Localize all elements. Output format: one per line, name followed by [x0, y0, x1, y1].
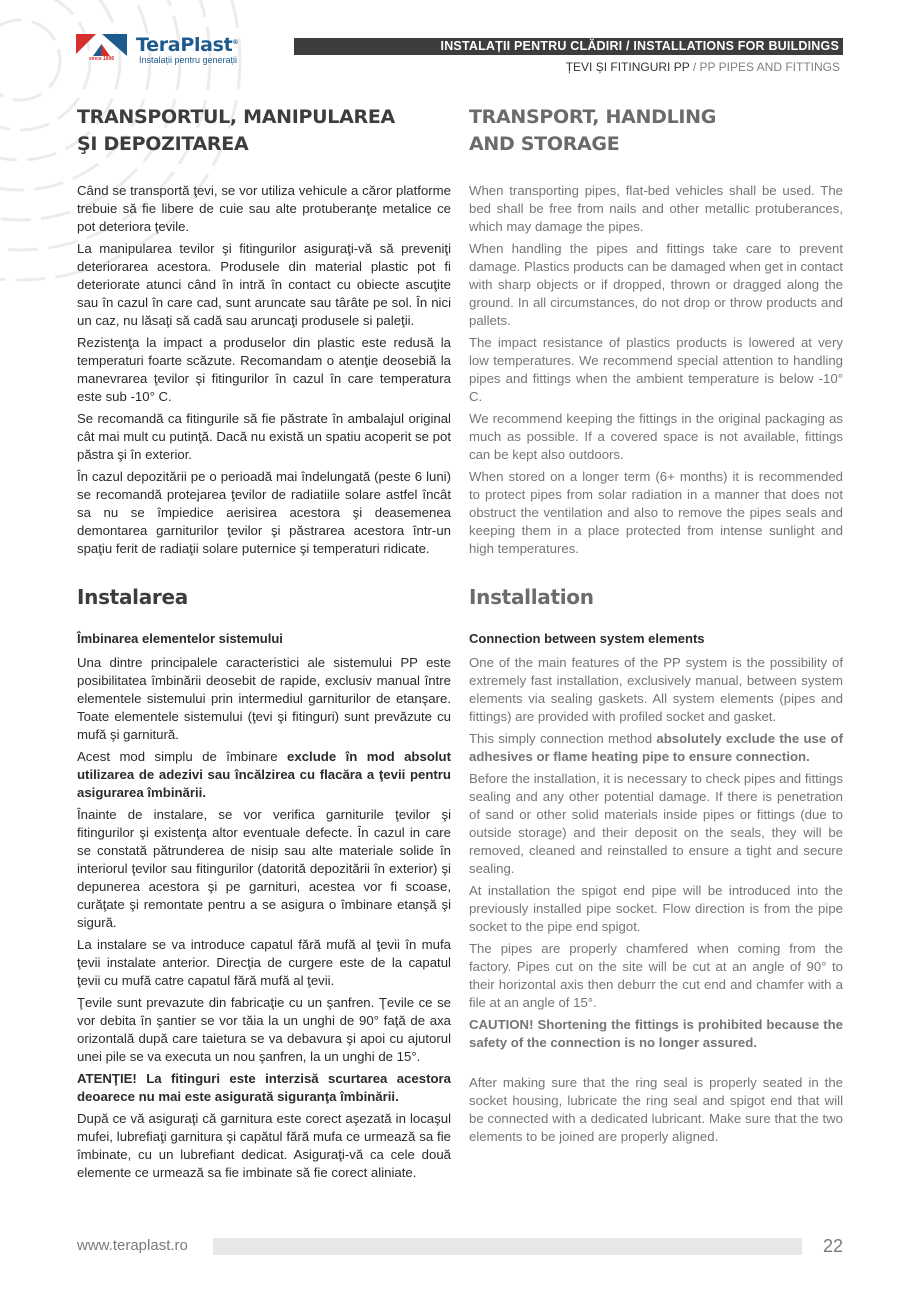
paragraph: At installation the spigot end pipe will be introduced into the previously installed pipe socket. Flow direction is from the pipe socket to the pipe end spigot.: [469, 883, 843, 934]
subsection-title: Îmbinarea elementelor sistemului: [77, 631, 283, 646]
paragraph: Before the installation, it is necessary to check pipes and fittings sealing and any other potential damage. If there is penetration of sand or other solid materials inside pipes or fittings (due to outside storage) and their deposit on the seals, they will be removed, cleaned and reinstalled to ensure a tight and secure sealing.: [469, 771, 843, 876]
paragraph: După ce vă asiguraţi că garnitura este corect aşezată in locaşul mufei, lubrefiaţi garnitura şi capătul fără mufa ce urmează sa fie îmbinate, cu un lubrefiant dedicat. Asiguraţi-vă ca cele două elemente ce urmează sa fie imbinate să fie corect aliniate.: [77, 1111, 451, 1180]
warning-paragraph: ATENŢIE! La fitinguri este interzisă scurtarea acestora deoarece nu mai este asigurată siguranţa îmbinării.: [77, 1071, 451, 1104]
teraplast-logo[interactable]: [76, 34, 238, 65]
section-title: TRANSPORTUL, MANIPULAREA ŞI DEPOZITAREA: [77, 106, 395, 155]
logo-roof-icon: [76, 34, 127, 64]
subsection-title: Connection between system elements: [469, 631, 705, 646]
paragraph: Ţevile sunt prevazute din fabricaţie cu un şanfren. Ţevile ce se vor debita în şantier se vor tăia la un unghi de 90° faţă de axa orizontală după care taietura se va debavura şi apoi cu ajutorul unei pile se va executa un nou şanfren, la un unghi de 15°.: [77, 995, 451, 1064]
paragraph: The pipes are properly chamfered when coming from the factory. Pipes cut on the site will be cut at an angle of 90° to their horizontal axis then deburr the cut end and chamfer with a file at an angle of 15°.: [469, 941, 843, 1010]
paragraph: After making sure that the ring seal is properly seated in the socket housing, lubricate the ring seal and spigot end that will be connected with a dedicated lubricant. Make sure that the two elements to be joined are properly aligned.: [469, 1075, 843, 1144]
paragraph: When stored on a longer term (6+ months) it is recommended to protect pipes from solar radiation in a manner that does not obstruct the ventilation and also to remove the pipes seals and keeping them in a place protected from intense sunlight and high temperatures.: [469, 469, 843, 556]
subcategory: ȚEVI ȘI FITINGURI PP / PP PIPES AND FITTINGS: [565, 60, 840, 74]
section-title: Instalarea: [77, 585, 188, 609]
category-bar: INSTALAȚII PENTRU CLĂDIRI / INSTALLATIONS FOR BUILDINGS: [294, 38, 843, 55]
website-link[interactable]: www.teraplast.ro: [77, 1237, 188, 1254]
paragraph: When handling the pipes and fittings take care to prevent damage. Plastics products can be damaged when get in contact with sharp objects or if dropped, thrown or dragged along the ground. In all circumstances, do not drop or throw products and pallets.: [469, 241, 843, 328]
brand-name: TeraPlast®: [136, 34, 239, 56]
paragraph: This simply connection method absolutely exclude the use of adhesives or flame heating pipe to ensure connection.: [469, 731, 843, 764]
paragraph: Când se transportă ţevi, se vor utiliza vehicule a căror platforme trebuie să fie libere de cuie sau alte protuberanţe metalice ce pot deteriora ţevile.: [77, 183, 451, 234]
paragraph: When transporting pipes, flat-bed vehicles shall be used. The bed shall be free from nails and other metallic protuberances, which may damage the pipes.: [469, 183, 843, 234]
subcategory-ro: ȚEVI ȘI FITINGURI PP: [565, 60, 690, 74]
paragraph: La instalare se va introduce capatul fără mufă al ţevii în mufa ţevii instalate anterior. Direcţia de curgere este de la capatul ţevii cu mufă catre capatul fără mufă al ţevii.: [77, 937, 451, 988]
paragraph: Rezistenţa la impact a produselor din plastic este redusă la temperaturi foarte scăzute. Recomandam o atenţie deosebiă la manevrarea ţevilor şi fitingurilor în cazul în care temperatura este sub -10° C.: [77, 335, 451, 404]
paragraph: The impact resistance of plastics products is lowered at very low temperatures. We recommend special attention to handling pipes and fittings when the ambient temperature is below -10° C.: [469, 335, 843, 404]
paragraph: We recommend keeping the fittings in the original packaging as much as possible. If a covered space is not available, fittings can be kept also outdoors.: [469, 411, 843, 462]
paragraph: La manipularea tevilor şi fitingurilor asiguraţi-vă să preveniţi deteriorarea acestora. Produsele din material plastic pot fi deteriorate atunci când în intră în contact cu obiecte ascuţite sau în cazul în care cad, sunt aruncate sau târâte pe sol. În nici un caz, nu lăsaţi să cadă sau aruncaţi produsele si paleţii.: [77, 241, 451, 328]
brand-tagline: Instalații pentru generații: [139, 55, 238, 65]
install-section-en: [469, 584, 843, 1150]
paragraph: Înainte de instalare, se vor verifica garniturile ţevilor şi fitingurilor şi existenţa altor eventuale defecte. În cazul in care se constată pătrunderea de nisip sau alte materiale solide în interiorul ţevilor sau fitingurilor (datorită depozitării în exterior) şi depunerea acestora şi pe garnituri, acestea vor fi scoase, curăţate şi remontate pentru a se asigura o îmbinare etanşă şi sigură.: [77, 807, 451, 930]
warning-paragraph: CAUTION! Shortening the fittings is prohibited because the safety of the connection is no longer assured.: [469, 1017, 843, 1050]
paragraph: Una dintre principalele caracteristici ale sistemului PP este posibilitatea îmbinării deosebit de rapide, exclusiv manual între elementele sistemului prin intermediul garniturilor de etanşare. Toate elementele sistemului (ţevi şi fitinguri) sunt prevăzute cu mufă şi garnitură.: [77, 655, 451, 742]
transport-section-ro: [77, 104, 451, 562]
footer-bar: [213, 1238, 802, 1255]
subcategory-en: PP PIPES AND FITTINGS: [699, 60, 840, 74]
section-title: Installation: [469, 585, 594, 609]
paragraph: Se recomandă ca fitingurile să fie păstrate în ambalajul original cât mai mult cu putinţă. Dacă nu există un spatiu acoperit se pot păstra şi în exterior.: [77, 411, 451, 462]
install-section-ro: [77, 584, 451, 1186]
paragraph: One of the main features of the PP system is the possibility of extremely fast installation, exclusively manual, between system elements via sealing gaskets. All system elements (pipes and fittings) are provided with profiled socket and gasket.: [469, 655, 843, 724]
transport-section-en: [469, 104, 843, 562]
since-label: since 1896: [88, 56, 115, 62]
section-title: TRANSPORT, HANDLING AND STORAGE: [469, 106, 717, 155]
paragraph: În cazul depozitării pe o perioadă mai îndelungată (peste 6 luni) se recomandă protejarea ţevilor de radiatiile solare astfel încât sa nu se împiedice aerisirea acestora şi deasemenea demontarea garniturilor ţevilor şi păstrarea acestora într-un spaţiu ferit de radiaţii solare puternice şi temperaturi ridicate.: [77, 469, 451, 556]
page-number: 22: [822, 1236, 843, 1256]
paragraph: Acest mod simplu de îmbinare exclude în mod absolut utilizarea de adezivi sau încălzirea cu flacăra a ţevii pentru asigurarea îmbinării.: [77, 749, 451, 800]
